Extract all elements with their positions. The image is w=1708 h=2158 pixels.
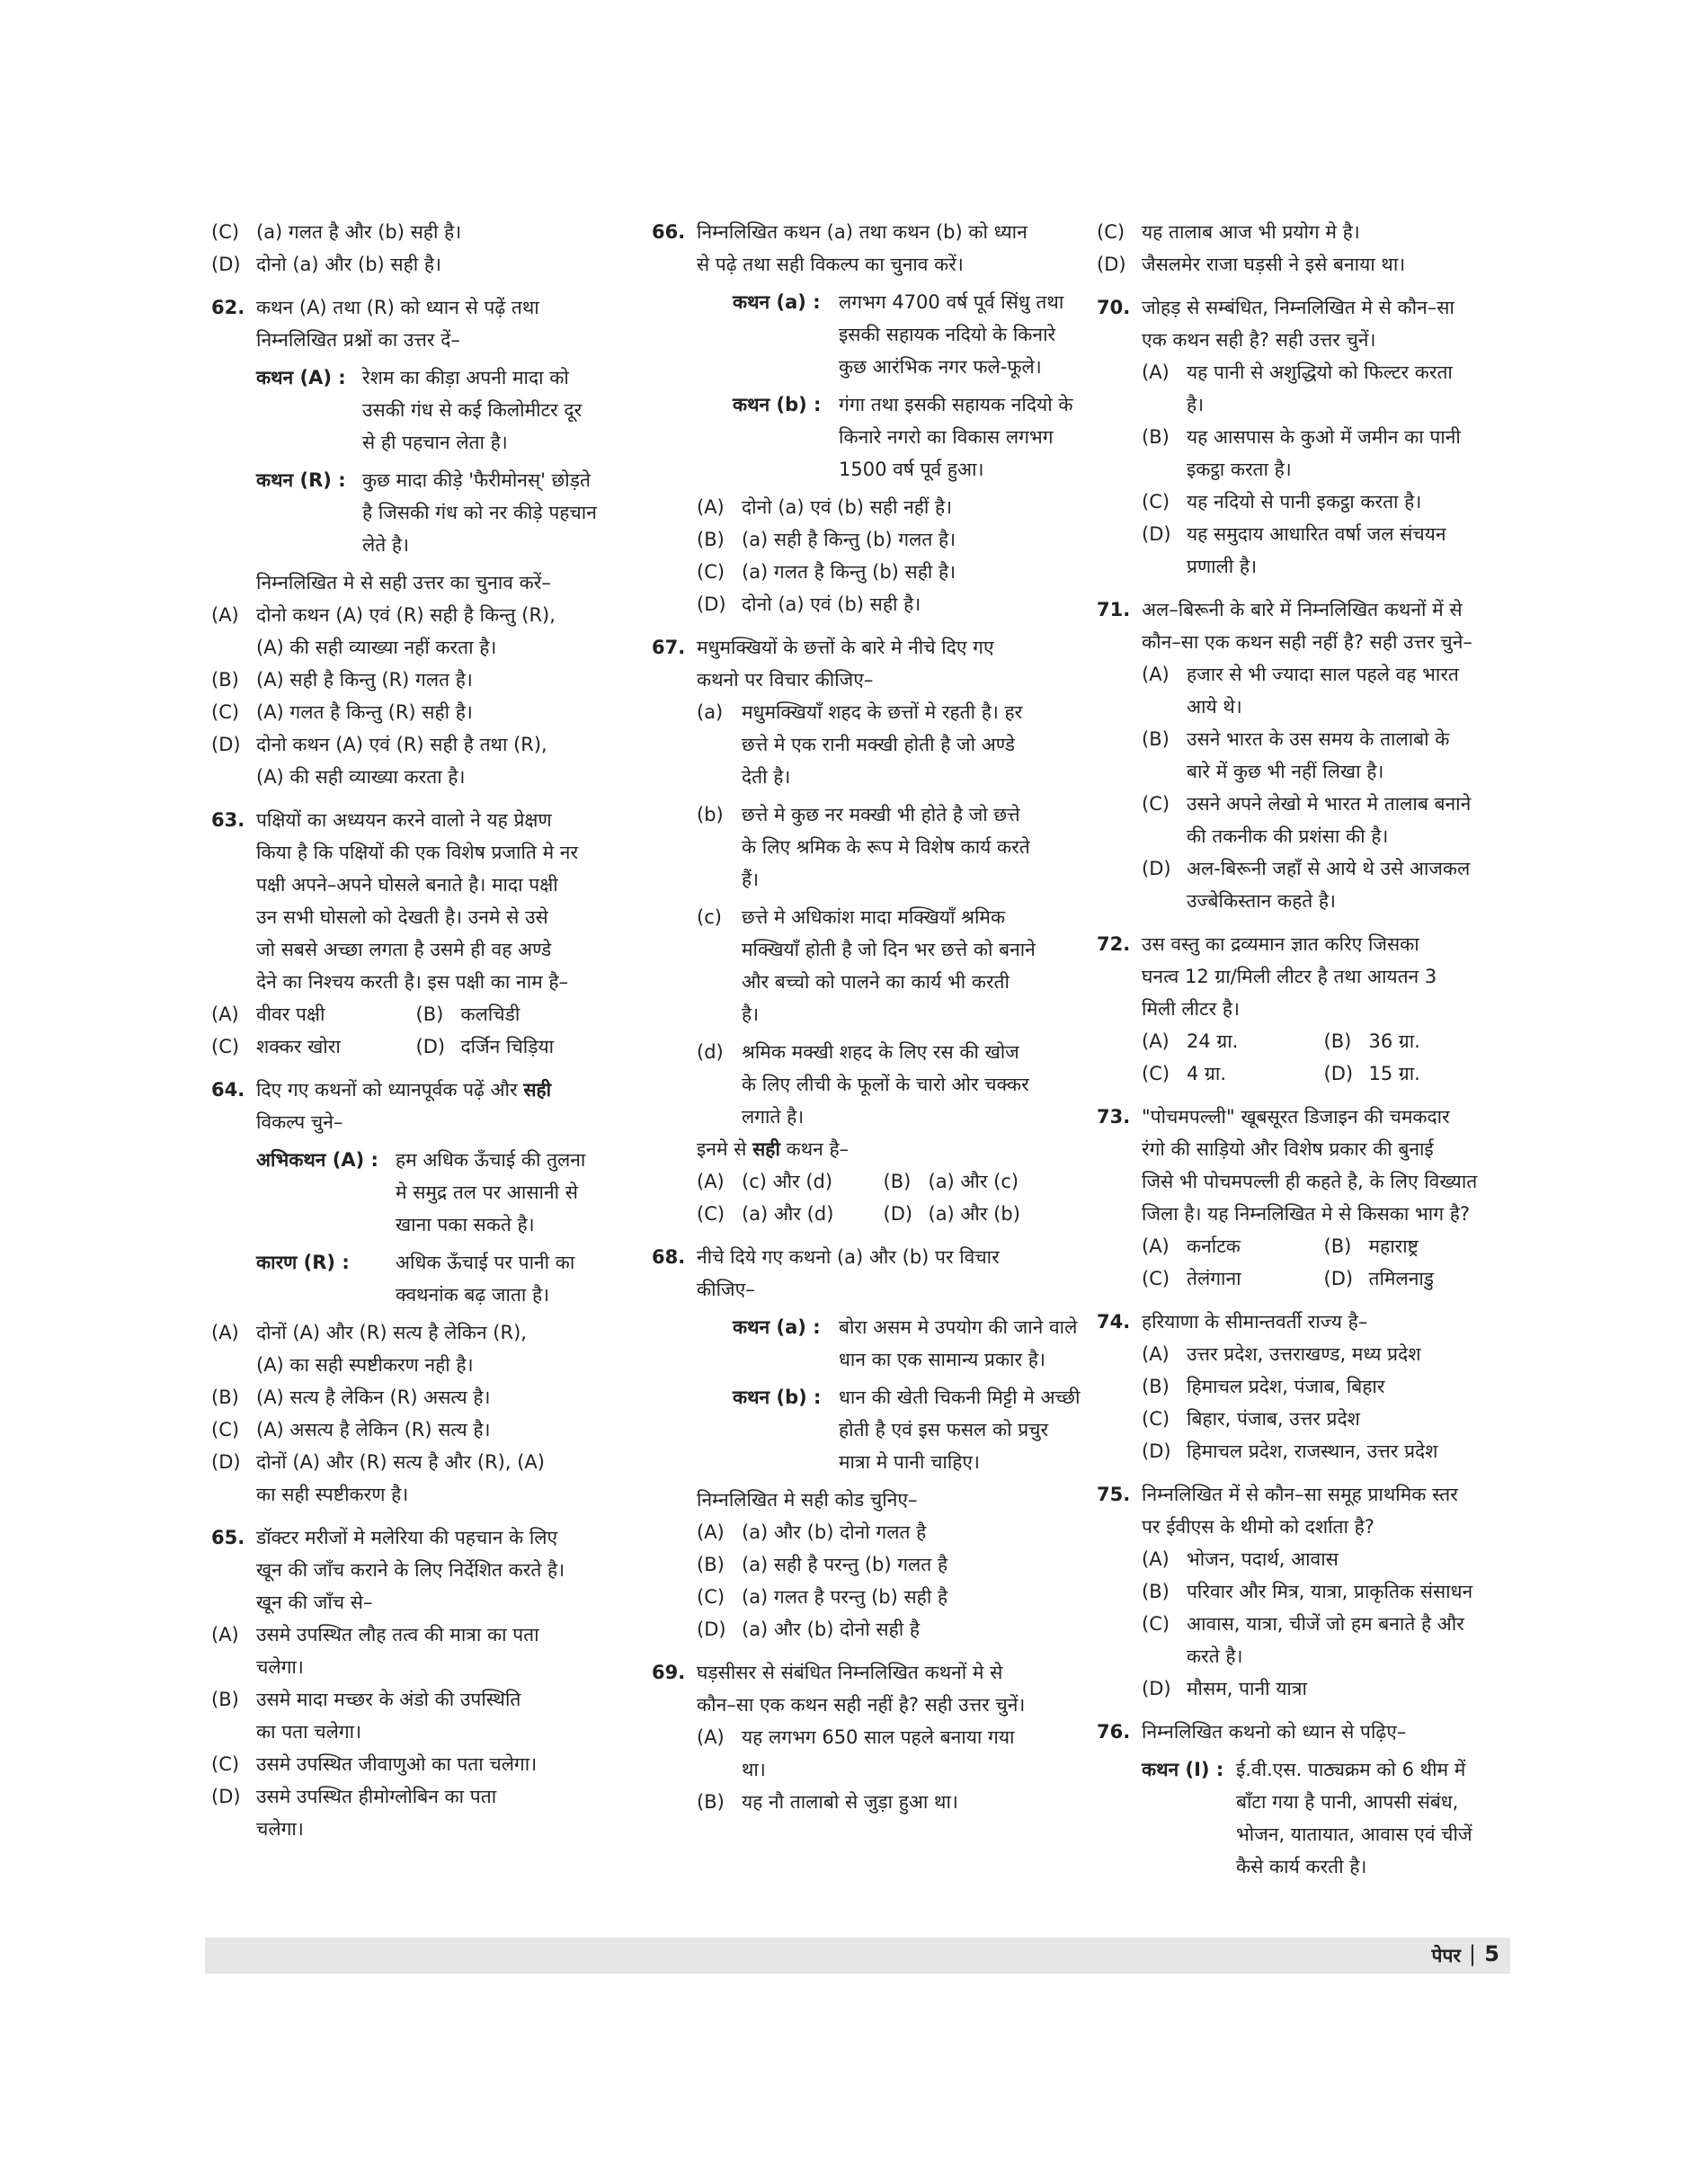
option-b: (B) हिमाचल प्रदेश, पंजाब, बिहार	[1142, 1376, 1385, 1397]
statement-item-d: (d) श्रमिक मक्खी शहद के लिए रस की खोज के लिए लीची के फूलों के चारो ओर चक्कर लगाते है।	[697, 1041, 1029, 1128]
question-69	[652, 1656, 1070, 1818]
option-c: (C) 4 ग्रा.	[1142, 1063, 1226, 1084]
question-number: 76.	[1097, 1721, 1131, 1743]
question-text: निम्नलिखित कथनो को ध्यान से पढ़िए–	[1142, 1721, 1407, 1743]
option-c: (C) (a) और (d)	[697, 1203, 834, 1225]
option-b: (B) (A) सही है किन्तु (R) गलत है।	[211, 669, 473, 691]
question-number: 73.	[1097, 1106, 1131, 1128]
option-a: (A) वीवर पक्षी	[211, 1003, 325, 1025]
option-c: (C) (A) गलत है किन्तु (R) सही है।	[211, 701, 473, 723]
question-text: घड़सीसर से संबंधित निम्नलिखित कथनों मे से कौन–सा एक कथन सही नहीं है? सही उत्तर चुनें।	[697, 1662, 1026, 1716]
statement-b: कथन (b) : धान की खेती चिकनी मिट्टी मे अच्छी होती है एवं इस फसल को प्रचुर मात्रा मे पानी चाहिए।	[733, 1387, 1081, 1473]
option-c: (C) (a) गलत है किन्तु (b) सही है।	[697, 561, 956, 583]
question-number: 62.	[211, 297, 245, 318]
question-number: 63.	[211, 809, 245, 831]
option-d: (D) हिमाचल प्रदेश, राजस्थान, उत्तर प्रदेश	[1142, 1440, 1438, 1462]
question-76	[1097, 1716, 1506, 1883]
option-a: (A) उसमे उपस्थित लौह तत्व की मात्रा का पता चलेगा।	[211, 1624, 539, 1678]
option-b: (B) कलचिडी	[415, 1003, 520, 1025]
question-70	[1097, 291, 1506, 583]
statement-label: कारण (R) :	[256, 1252, 350, 1273]
question-number: 64.	[211, 1079, 245, 1101]
option-c: (C) उसने अपने लेखो मे भारत मे तालाब बनाने की तकनीक की प्रशंसा की है।	[1142, 793, 1472, 847]
option-b: (B) 36 ग्रा.	[1323, 1030, 1420, 1052]
statement-b: कथन (b) : गंगा तथा इसकी सहायक नदियो के किनारे नगरो का विकास लगभग 1500 वर्ष पूर्व हुआ।	[733, 394, 1073, 480]
option-b: (B) उसने भारत के उस समय के तालाबो के बारे में कुछ भी नहीं लिखा है।	[1142, 728, 1450, 782]
option-a: (A) यह पानी से अशुद्धियो को फिल्टर करता है।	[1142, 361, 1453, 415]
column-middle	[652, 216, 1081, 1818]
question-text: पक्षियों का अध्ययन करने वालो ने यह प्रेक्षण किया है कि पक्षियों की एक विशेष प्रजाति मे नर पक्षी अपने–अपने घोसले बनाते है। मादा पक्षी उन सभी घोसलो को देखती है। उनमे से उसे जो सबसे अच्छा लगता है उसमे ही वह अण्डे देने का निश्चय करती है। इस पक्षी का नाम है–	[256, 809, 579, 993]
question-text: डॉक्टर मरीजों मे मलेरिया की पहचान के लिए खून की जॉंच कराने के लिए निर्देशित करते है। खून की जॉंच से–	[256, 1527, 565, 1613]
question-68	[652, 1241, 1081, 1645]
statement-item-c: (c) छत्ते मे अधिकांश मादा मक्खियाँ श्रमिक मक्खियाँ होती है जो दिन भर छत्ते को बनाने और बच्चो को पालने का कार्य भी करती है।	[697, 906, 1036, 1025]
statement-a: कथन (a) : लगभग 4700 वर्ष पूर्व सिंधु तथा इसकी सहायक नदियो के किनारे कुछ आरंभिक नगर फले-फूले।	[733, 291, 1064, 378]
option-a: (A) (c) और (d)	[697, 1171, 833, 1192]
question-text: मधुमक्खियों के छत्तों के बारे मे नीचे दिए गए कथनो पर विचार कीजिए–	[697, 637, 994, 691]
question-number: 75.	[1097, 1484, 1131, 1505]
option-d: (D) मौसम, पानी यात्रा	[1142, 1678, 1307, 1699]
option-b: (B) (a) सही है किन्तु (b) गलत है।	[697, 529, 956, 550]
question-74	[1097, 1306, 1506, 1467]
question-65	[211, 1521, 620, 1845]
question-75	[1097, 1478, 1506, 1705]
question-text: निम्नलिखित कथन (a) तथा कथन (b) को ध्यान से पढ़े तथा सही विकल्प का चुनाव करें।	[697, 221, 1027, 275]
option-d: (D) (a) और (b) दोनो सही है	[697, 1618, 921, 1640]
option-c: (C) (a) गलत है परन्तु (b) सही है	[697, 1586, 948, 1608]
option-a: (A) यह लगभग 650 साल पहले बनाया गया था।	[697, 1726, 1015, 1780]
page-number: 5	[1484, 1941, 1499, 1966]
option-row	[1142, 1230, 1506, 1262]
question-text: उस वस्तु का द्रव्यमान ज्ञात करिए जिसका घनत्व 12 ग्रा/मिली लीटर है तथा आयतन 3 मिली लीटर है।	[1142, 933, 1437, 1020]
option-d: (D) दर्जिन चिड़िया	[415, 1036, 555, 1057]
question-72	[1097, 928, 1506, 1090]
option-d: (D) दोनो कथन (A) एवं (R) सही है तथा (R), (A) की सही व्याख्या करता है।	[211, 734, 547, 788]
option-text: दोनो (a) और (b) सही है।	[256, 254, 441, 275]
question-number: 65.	[211, 1527, 245, 1548]
question-number: 70.	[1097, 297, 1131, 318]
option-c: (C) यह तालाब आज भी प्रयोग मे है।	[1097, 221, 1360, 243]
option-row	[1142, 1262, 1506, 1295]
option-c: (C) बिहार, पंजाब, उत्तर प्रदेश	[1142, 1408, 1360, 1430]
continued-options	[1097, 216, 1506, 281]
option-d: (D) (a) और (b)	[883, 1203, 1020, 1225]
option-c: (C) यह नदियो से पानी इकट्ठा करता है।	[1142, 491, 1422, 513]
assertion-a: अभिकथन (A) : हम अधिक ऊँचाई की तुलना मे समुद्र तल पर आसानी से खाना पका सकते है।	[256, 1144, 620, 1241]
question-number: 71.	[1097, 599, 1131, 620]
reason-r: कारण (R) : अधिक ऊँचाई पर पानी का क्वथनांक बढ़ जाता है।	[256, 1246, 620, 1311]
option-row	[697, 1198, 1070, 1230]
question-number: 69.	[652, 1662, 686, 1683]
option-c: (C) शक्कर खोरा	[211, 1036, 341, 1057]
option-c: (C) उसमे उपस्थित जीवाणुओ का पता चलेगा।	[211, 1753, 538, 1775]
column-left	[211, 216, 620, 1845]
statement-i: कथन (I) : ई.वी.एस. पाठ्यक्रम को 6 थीम में बाँटा गया है पानी, आपसी संबंध, भोजन, यातायात, आवास एवं चीजें कैसे कार्य करती है।	[1142, 1759, 1472, 1877]
option-b: (B) यह आसपास के कुओ में जमीन का पानी इकट्ठा करता है।	[1142, 426, 1461, 480]
option-c: (C) (A) असत्य है लेकिन (R) सत्य है।	[211, 1419, 491, 1440]
question-66	[652, 216, 1073, 620]
statement-item-b: (b) छत्ते मे कुछ नर मक्खी भी होते है जो छत्ते के लिए श्रमिक के रूप मे विशेष कार्य करते हैं।	[697, 804, 1030, 890]
option-row	[211, 1030, 620, 1063]
option-a: (A) दोनो (a) एवं (b) सही नहीं है।	[697, 496, 953, 518]
question-text: दिए गए कथनों को ध्यानपूर्वक पढ़ें और सही विकल्प चुने–	[256, 1079, 552, 1133]
column-right	[1097, 216, 1506, 1888]
option-d: (D) जैसलमेर राजा घड़सी ने इसे बनाया था।	[1097, 254, 1406, 275]
statement-label: अभिकथन (A) :	[256, 1149, 378, 1171]
option-b: (B) महाराष्ट्र	[1323, 1235, 1419, 1257]
page-footer	[205, 1938, 1510, 1974]
statement-r: कथन (R) : कुछ मादा कीड़े 'फैरीमोनस्' छोड़ते है जिसकी गंध को नर कीड़े पहचान लेते है।	[256, 464, 620, 561]
answer-instruction: इनमे से सही कथन है–	[697, 1138, 850, 1160]
option-d	[211, 248, 620, 281]
option-row	[697, 1165, 1070, 1198]
footer-separator: |	[1468, 1941, 1476, 1966]
option-b: (B) (A) सत्य है लेकिन (R) असत्य है।	[211, 1387, 491, 1408]
answer-instruction: निम्नलिखित मे से सही उत्तर का चुनाव करें–	[256, 572, 551, 593]
option-row	[211, 998, 620, 1030]
question-62	[211, 291, 620, 793]
question-number: 68.	[652, 1246, 686, 1268]
option-a: (A) 24 ग्रा.	[1142, 1030, 1239, 1052]
option-b: (B) परिवार और मित्र, यात्रा, प्राकृतिक संसाधन	[1142, 1581, 1473, 1602]
question-64	[211, 1074, 620, 1511]
option-label: (D)	[211, 254, 241, 275]
option-b: (B) (a) और (c)	[883, 1171, 1019, 1192]
question-text: अल–बिरूनी के बारे में निम्नलिखित कथनों में से कौन–सा एक कथन सही नहीं है? सही उत्तर चुने–	[1142, 599, 1472, 653]
question-number: 74.	[1097, 1311, 1131, 1333]
option-b: (B) उसमे मादा मच्छर के अंडो की उपस्थिति का पता चलेगा।	[211, 1689, 521, 1743]
option-row	[1142, 1057, 1506, 1090]
statement-item-a: (a) मधुमक्खियाँ शहद के छत्तों मे रहती है। हर छत्ते मे एक रानी मक्खी होती है जो अण्डे देती है।	[697, 701, 1023, 788]
option-b: (B) यह नौ तालाबो से जुड़ा हुआ था।	[697, 1791, 958, 1813]
option-a: (A) भोजन, पदार्थ, आवास	[1142, 1548, 1339, 1570]
question-71	[1097, 593, 1506, 917]
question-63	[211, 804, 620, 1063]
option-a: (A) हजार से भी ज्यादा साल पहले वह भारत आये थे।	[1142, 664, 1459, 718]
statement-label: कथन (A) :	[256, 367, 346, 388]
option-a: (A) उत्तर प्रदेश, उत्तराखण्ड, मध्य प्रदेश	[1142, 1343, 1421, 1365]
option-a: (A) कर्नाटक	[1142, 1235, 1241, 1257]
option-d: (D) दोनो (a) एवं (b) सही है।	[697, 593, 921, 615]
question-text: नीचे दिये गए कथनो (a) और (b) पर विचार कीजिए–	[697, 1246, 1000, 1300]
option-c	[211, 216, 620, 248]
option-d: (D) दोनों (A) और (R) सत्य है और (R), (A) का सही स्पष्टीकरण है।	[211, 1451, 545, 1505]
question-text: कथन (A) तथा (R) को ध्यान से पढ़ें तथा निम्नलिखित प्रश्नों का उत्तर दें–	[256, 297, 539, 351]
option-a: (A) (a) और (b) दोनो गलत है	[697, 1521, 927, 1543]
statement-a: कथन (A) : रेशम का कीड़ा अपनी मादा को उसकी गंध से कई किलोमीटर दूर से ही पहचान लेता है।	[256, 361, 620, 459]
question-number: 66.	[652, 221, 686, 243]
option-d: (D) उसमे उपस्थित हीमोग्लोबिन का पता चलेगा।	[211, 1786, 497, 1840]
option-label: (C)	[211, 221, 240, 243]
option-b: (B) (a) सही है परन्तु (b) गलत है	[697, 1554, 948, 1575]
option-text: (a) गलत है और (b) सही है।	[256, 221, 462, 243]
statement-a: कथन (a) : बोरा असम मे उपयोग की जाने वाले धान का एक सामान्य प्रकार है।	[733, 1316, 1078, 1370]
option-d: (D) अल-बिरूनी जहाँ से आये थे उसे आजकल उज्बेकिस्तान कहते है।	[1142, 858, 1471, 912]
option-d: (D) 15 ग्रा.	[1323, 1063, 1420, 1084]
question-73	[1097, 1101, 1506, 1295]
question-number: 72.	[1097, 933, 1131, 955]
question-text: जोहड़ से सम्बंधित, निम्नलिखित मे से कौन–सा एक कथन सही है? सही उत्तर चुनें।	[1142, 297, 1454, 351]
question-text: निम्नलिखित में से कौन–सा समूह प्राथमिक स्तर पर ईवीएस के थीमो को दर्शाता है?	[1142, 1484, 1458, 1538]
option-c: (C) तेलंगाना	[1142, 1268, 1241, 1289]
option-a: (A) दोनों (A) और (R) सत्य है लेकिन (R), (A) का सही स्पष्टीकरण नही है।	[211, 1322, 527, 1376]
question-text: "पोचमपल्ली" खूबसूरत डिजाइन की चमकदार रंगो की साड़ियो और विशेष प्रकार की बुनाई जिसे भी पोचमपल्ली ही कहते है, के लिए विख्यात जिला है। यह निम्नलिखित मे से किसका भाग है?	[1142, 1106, 1478, 1225]
option-d: (D) तमिलनाडु	[1323, 1268, 1435, 1289]
question-text: हरियाणा के सीमान्तवर्ती राज्य है–	[1142, 1311, 1368, 1333]
option-row	[1142, 1025, 1506, 1057]
option-d: (D) यह समुदाय आधारित वर्षा जल संचयन प्रणाली है।	[1142, 523, 1446, 577]
statement-label: कथन (R) :	[256, 469, 346, 491]
footer-label: पेपर	[1431, 1945, 1461, 1966]
option-a: (A) दोनो कथन (A) एवं (R) सही है किन्तु (R), (A) की सही व्याख्या नहीं करता है।	[211, 604, 556, 658]
answer-instruction: निम्नलिखित मे सही कोड चुनिए–	[697, 1489, 918, 1511]
continued-options	[211, 216, 620, 281]
option-c: (C) आवास, यात्रा, चीजें जो हम बनाते है और करते है।	[1142, 1613, 1464, 1667]
question-67	[652, 631, 1070, 1230]
question-number: 67.	[652, 637, 686, 658]
